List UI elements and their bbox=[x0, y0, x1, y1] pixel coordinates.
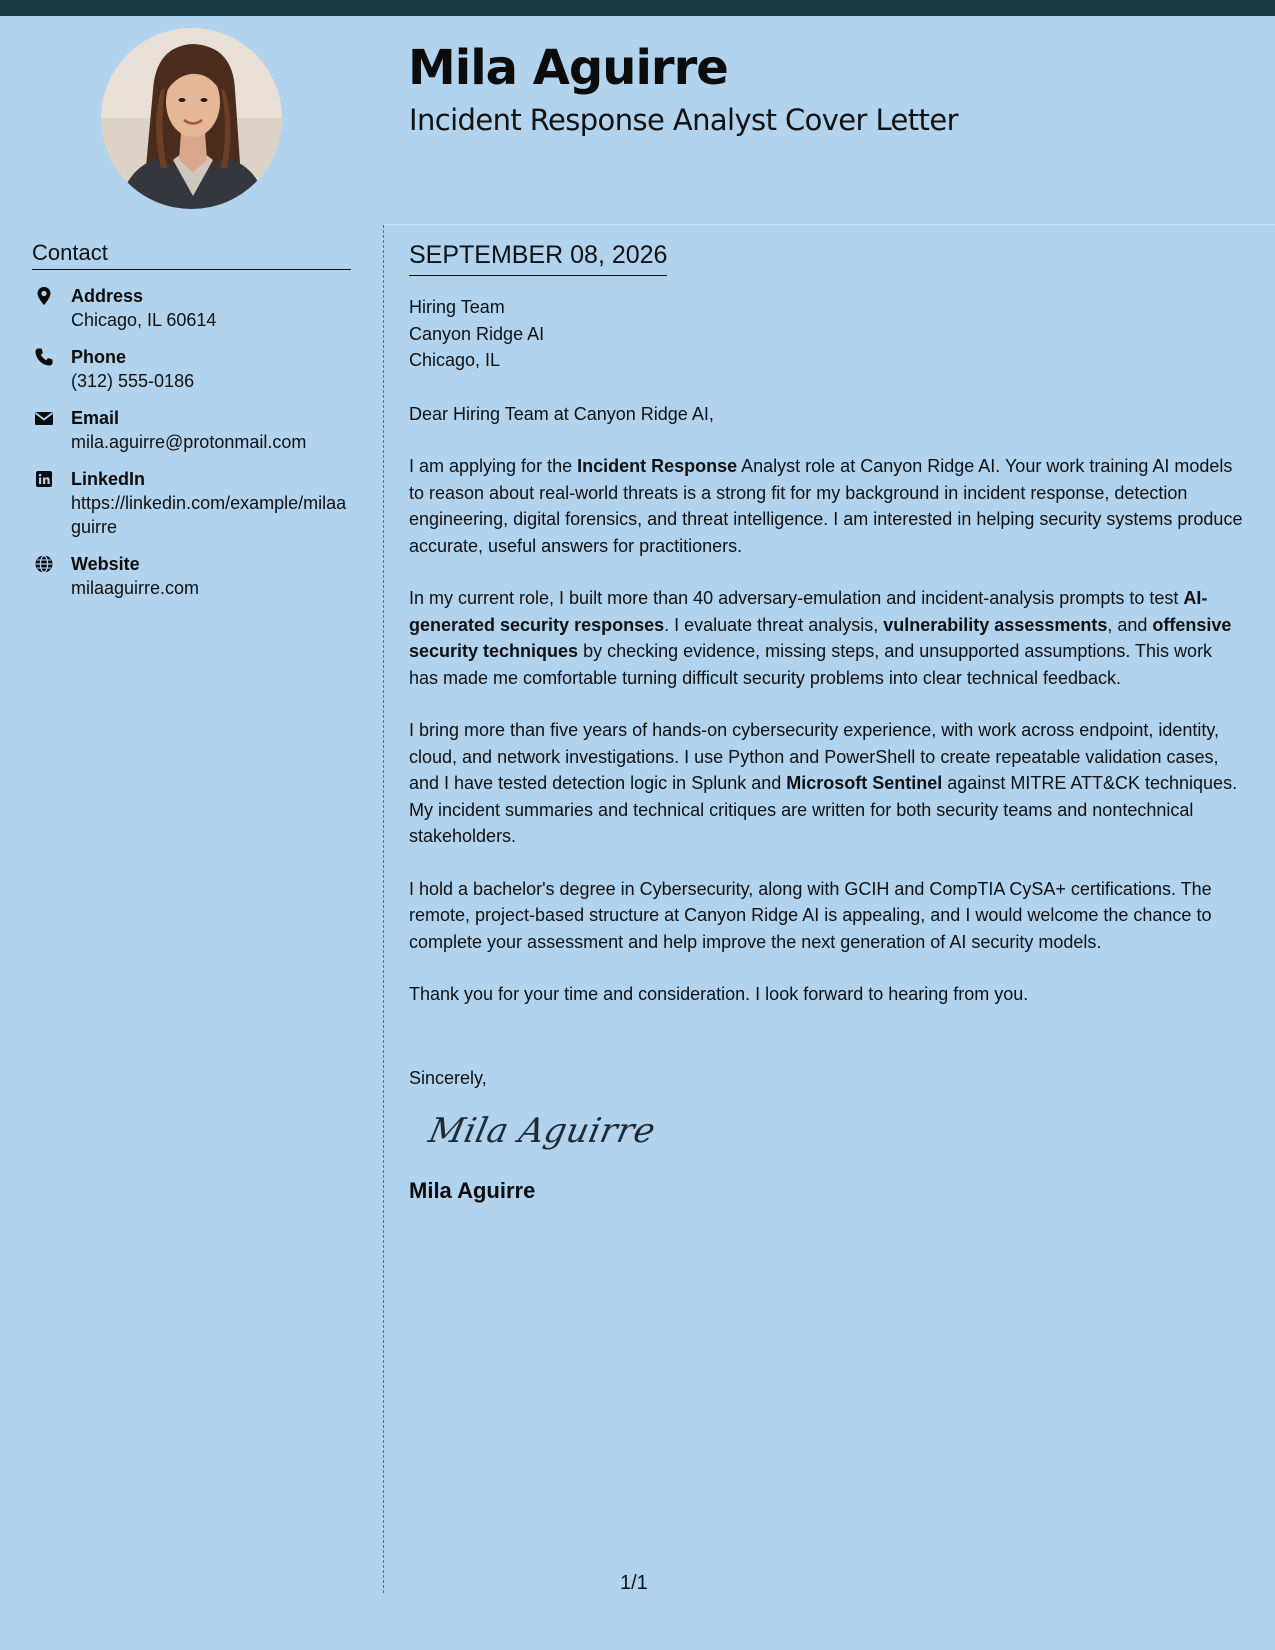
contact-label: Phone bbox=[71, 347, 127, 368]
paragraph-text: by checking evidence, missing steps, and unsupported assumptions. This work has made me comfortable turning difficult security problems into clear technical feedback. bbox=[409, 641, 1213, 688]
page-number: 1/1 bbox=[620, 1572, 648, 1594]
envelope-icon bbox=[34, 408, 54, 428]
paragraph-text: . I evaluate threat analysis, bbox=[664, 614, 884, 635]
linkedin-icon bbox=[34, 469, 54, 489]
letter-paragraph bbox=[409, 453, 1244, 559]
paragraph-text: against MITRE ATT&CK techniques. My incident summaries and technical critiques are written for both security teams and nontechnical stakeholders. bbox=[409, 773, 1238, 846]
globe-icon bbox=[34, 554, 54, 574]
signature-image: Mila Aguirre bbox=[425, 1111, 660, 1151]
salutation: Dear Hiring Team at Canyon Ridge AI, bbox=[409, 403, 714, 424]
recipient-line: Canyon Ridge AI bbox=[409, 323, 545, 344]
recipient-line: Chicago, IL bbox=[409, 350, 501, 370]
top-accent-bar bbox=[0, 0, 1275, 16]
signer-name: Mila Aguirre bbox=[409, 1177, 536, 1203]
contact-label: Website bbox=[71, 554, 140, 575]
emphasis-text: AI-generated security responses bbox=[409, 588, 1208, 635]
contact-label: Address bbox=[71, 286, 144, 307]
emphasis-text: offensive security techniques bbox=[409, 614, 1232, 661]
emphasis-text: vulnerability assessments bbox=[883, 614, 1108, 635]
header-divider bbox=[384, 224, 1275, 225]
map-pin-icon bbox=[34, 286, 54, 306]
letter-body bbox=[409, 240, 1244, 1204]
letter-paragraph bbox=[409, 717, 1244, 850]
website-value[interactable]: milaaguirre.com bbox=[71, 578, 200, 599]
closing: Sincerely, bbox=[409, 1067, 487, 1088]
contact-item-website bbox=[32, 552, 351, 600]
contact-label: LinkedIn bbox=[71, 469, 146, 490]
document-subtitle: Incident Response Analyst Cover Letter bbox=[409, 103, 958, 137]
column-divider bbox=[383, 225, 384, 1593]
letter-paragraph bbox=[409, 585, 1244, 691]
profile-photo bbox=[101, 28, 282, 209]
linkedin-value[interactable]: https://linkedin.com/example/milaaguirre bbox=[71, 493, 347, 538]
letter-paragraph bbox=[409, 876, 1244, 956]
paragraph-text: Thank you for your time and consideration. I look forward to hearing from you. bbox=[409, 984, 1029, 1004]
phone-value[interactable]: (312) 555-0186 bbox=[71, 371, 195, 392]
paragraph-text: Analyst role at Canyon Ridge AI. Your work training AI models to reason about real-world threats is a strong fit for my background in incident response, detection engineering, digital forensics, and threat intelligence. I am interested in helping security systems produce accurate, useful answers for practitioners. bbox=[409, 456, 1243, 556]
emphasis-text: Microsoft Sentinel bbox=[786, 773, 943, 793]
letter-date: SEPTEMBER 08, 2026 bbox=[409, 240, 667, 276]
paragraph-text: I am applying for the bbox=[409, 456, 578, 476]
paragraph-text: , and bbox=[1107, 614, 1153, 635]
contact-item-linkedin bbox=[32, 467, 351, 539]
contact-item-address bbox=[32, 284, 351, 332]
contact-heading: Contact bbox=[32, 240, 351, 270]
paragraph-text: In my current role, I built more than 40 adversary-emulation and incident-analysis prompts to test bbox=[409, 588, 1184, 608]
contact-item-email bbox=[32, 406, 351, 454]
contact-label: Email bbox=[71, 408, 120, 429]
contact-item-phone bbox=[32, 345, 351, 393]
email-value[interactable]: mila.aguirre@protonmail.com bbox=[71, 432, 307, 453]
recipient-block bbox=[409, 294, 1244, 374]
contact-sidebar bbox=[32, 240, 351, 613]
emphasis-text: Incident Response bbox=[577, 456, 738, 476]
applicant-name: Mila Aguirre bbox=[408, 40, 728, 96]
phone-icon bbox=[34, 347, 54, 367]
paragraph-text: I bring more than five years of hands-on cybersecurity experience, with work across endpoint, identity, cloud, and network investigations. I use Python and PowerShell to create repeatable validation cases, and I have tested detection logic in Splunk and bbox=[409, 720, 1220, 793]
letter-paragraph bbox=[409, 981, 1244, 1008]
paragraph-text: I hold a bachelor's degree in Cybersecurity, along with GCIH and CompTIA CySA+ certifications. The remote, project-based structure at Canyon Ridge AI is appealing, and I would welcome the chance to complete your assessment and help improve the next generation of AI security models. bbox=[409, 878, 1212, 952]
letter-paragraphs bbox=[409, 453, 1244, 1008]
contact-list bbox=[32, 284, 351, 600]
address-value: Chicago, IL 60614 bbox=[71, 310, 217, 331]
recipient-line: Hiring Team bbox=[409, 297, 505, 317]
